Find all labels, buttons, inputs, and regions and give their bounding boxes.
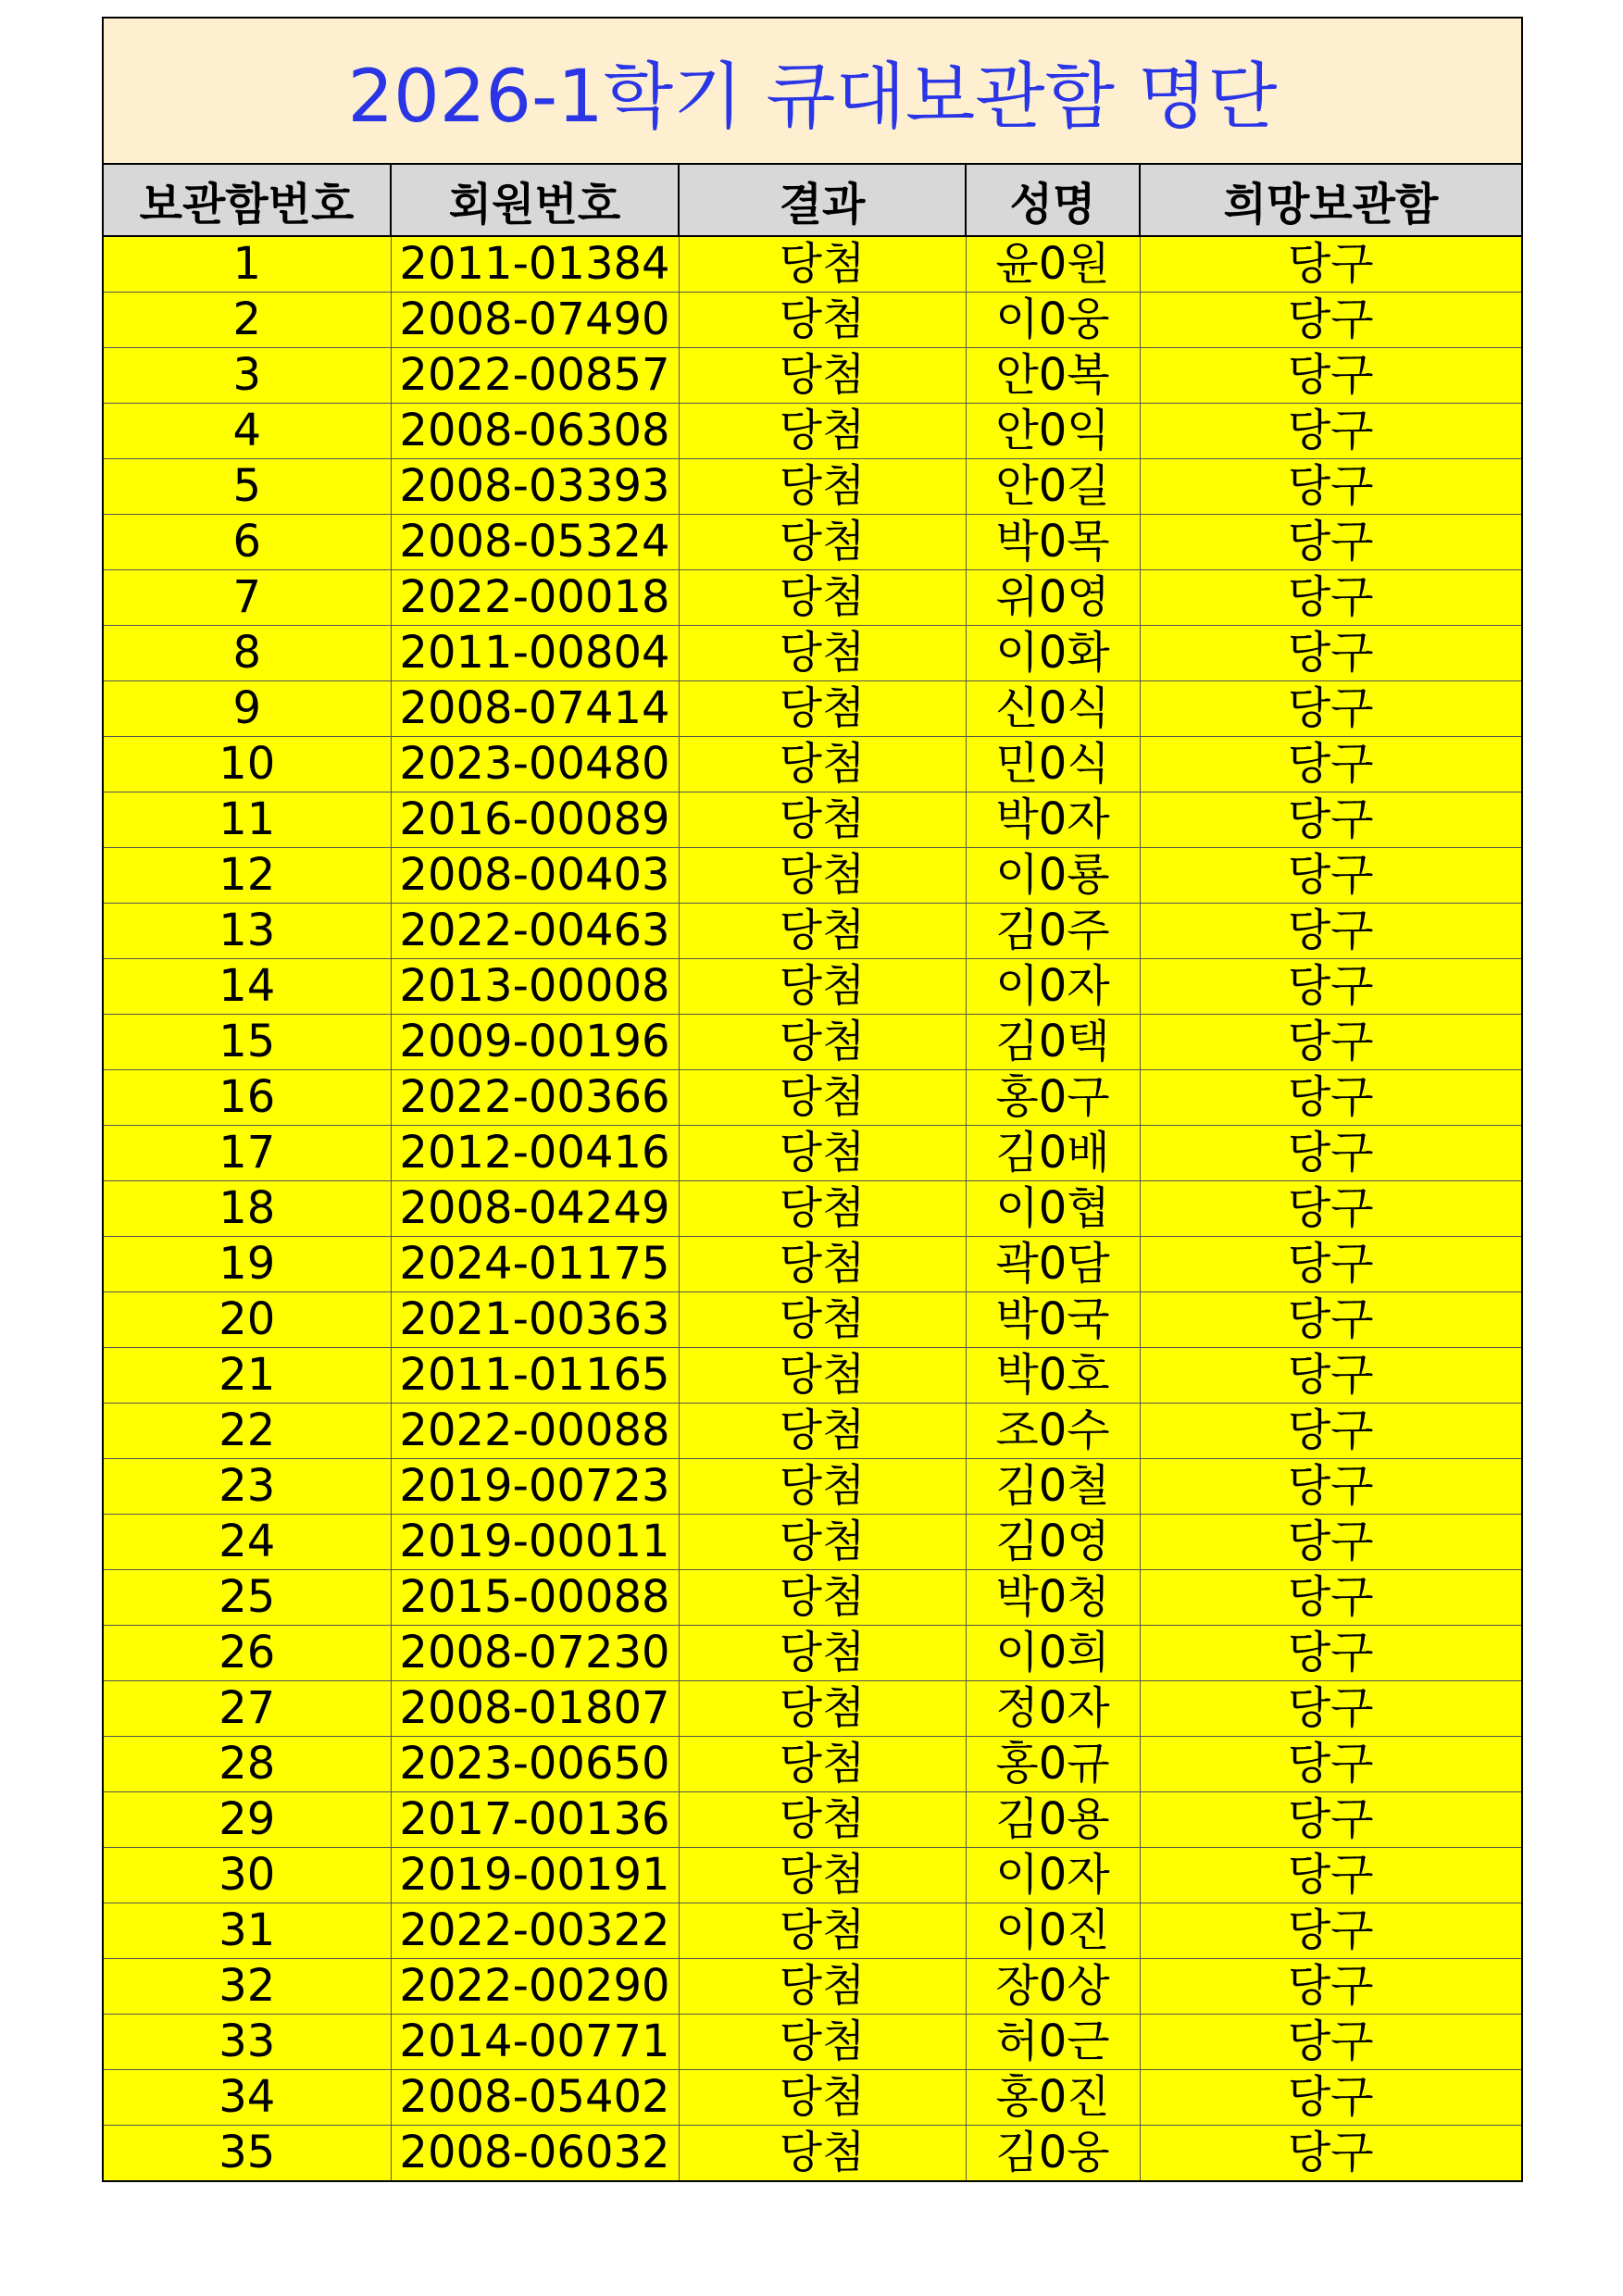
cell-member-number: 2016-00089 [391,792,679,848]
cell-desired-locker: 당구 [1140,2126,1521,2181]
cell-name: 김0용 [966,1792,1140,1848]
locker-list-sheet [102,17,1523,2182]
cell-locker-number: 26 [104,1626,391,1681]
cell-result: 당첨 [679,1348,966,1404]
cell-name: 조0수 [966,1404,1140,1459]
cell-locker-number: 20 [104,1292,391,1348]
cell-desired-locker: 당구 [1140,792,1521,848]
cell-locker-number: 11 [104,792,391,848]
table-row [104,792,1521,848]
cell-member-number: 2012-00416 [391,1126,679,1181]
cell-result: 당첨 [679,1292,966,1348]
table-row [104,404,1521,459]
cell-name: 곽0담 [966,1237,1140,1292]
cell-desired-locker: 당구 [1140,1181,1521,1237]
cell-locker-number: 31 [104,1903,391,1959]
cell-locker-number: 23 [104,1459,391,1515]
cell-locker-number: 9 [104,681,391,737]
cell-name: 박0목 [966,515,1140,570]
cell-name: 김0철 [966,1459,1140,1515]
cell-name: 홍0규 [966,1737,1140,1792]
cell-desired-locker: 당구 [1140,848,1521,904]
cell-desired-locker: 당구 [1140,904,1521,959]
cell-locker-number: 14 [104,959,391,1015]
table-row [104,1070,1521,1126]
cell-result: 당첨 [679,1515,966,1570]
cell-desired-locker: 당구 [1140,1792,1521,1848]
cell-locker-number: 5 [104,459,391,515]
cell-locker-number: 21 [104,1348,391,1404]
cell-name: 장0상 [966,1959,1140,2015]
cell-member-number: 2014-00771 [391,2015,679,2070]
table-row [104,2015,1521,2070]
cell-member-number: 2008-04249 [391,1181,679,1237]
cell-name: 이0협 [966,1181,1140,1237]
cell-name: 안0복 [966,348,1140,404]
cell-locker-number: 32 [104,1959,391,2015]
cell-name: 위0영 [966,570,1140,626]
table-row [104,1515,1521,1570]
cell-desired-locker: 당구 [1140,626,1521,681]
cell-result: 당첨 [679,904,966,959]
table-row [104,1459,1521,1515]
cell-member-number: 2019-00011 [391,1515,679,1570]
cell-name: 김0영 [966,1515,1140,1570]
cell-member-number: 2022-00366 [391,1070,679,1126]
cell-result: 당첨 [679,792,966,848]
cell-locker-number: 2 [104,293,391,348]
cell-name: 허0근 [966,2015,1140,2070]
cell-member-number: 2017-00136 [391,1792,679,1848]
table-row [104,2070,1521,2126]
cell-result: 당첨 [679,404,966,459]
table-row [104,1292,1521,1348]
document-title: 2026-1학기 큐대보관함 명단 [104,19,1521,165]
cell-desired-locker: 당구 [1140,1681,1521,1737]
cell-locker-number: 10 [104,737,391,792]
cell-name: 이0진 [966,1903,1140,1959]
cell-locker-number: 8 [104,626,391,681]
cell-locker-number: 19 [104,1237,391,1292]
locker-table [104,165,1521,2180]
cell-member-number: 2023-00650 [391,1737,679,1792]
cell-desired-locker: 당구 [1140,1126,1521,1181]
table-row [104,1570,1521,1626]
cell-locker-number: 25 [104,1570,391,1626]
cell-desired-locker: 당구 [1140,1292,1521,1348]
cell-name: 윤0원 [966,236,1140,293]
cell-name: 정0자 [966,1681,1140,1737]
cell-desired-locker: 당구 [1140,404,1521,459]
cell-member-number: 2008-00403 [391,848,679,904]
cell-member-number: 2022-00088 [391,1404,679,1459]
table-row [104,1015,1521,1070]
table-row [104,737,1521,792]
cell-result: 당첨 [679,737,966,792]
header-row [104,165,1521,236]
cell-name: 안0익 [966,404,1140,459]
table-row [104,681,1521,737]
cell-desired-locker: 당구 [1140,737,1521,792]
cell-desired-locker: 당구 [1140,459,1521,515]
cell-member-number: 2008-07414 [391,681,679,737]
cell-locker-number: 1 [104,236,391,293]
cell-name: 김0배 [966,1126,1140,1181]
cell-locker-number: 33 [104,2015,391,2070]
cell-desired-locker: 당구 [1140,959,1521,1015]
cell-desired-locker: 당구 [1140,348,1521,404]
table-row [104,348,1521,404]
cell-member-number: 2019-00723 [391,1459,679,1515]
cell-member-number: 2023-00480 [391,737,679,792]
cell-name: 이0웅 [966,293,1140,348]
cell-locker-number: 12 [104,848,391,904]
cell-name: 이0희 [966,1626,1140,1681]
cell-desired-locker: 당구 [1140,2015,1521,2070]
cell-result: 당첨 [679,2126,966,2181]
cell-locker-number: 16 [104,1070,391,1126]
cell-result: 당첨 [679,348,966,404]
table-row [104,1626,1521,1681]
table-row [104,1903,1521,1959]
cell-desired-locker: 당구 [1140,1237,1521,1292]
cell-member-number: 2011-01165 [391,1348,679,1404]
cell-member-number: 2024-01175 [391,1237,679,1292]
cell-locker-number: 17 [104,1126,391,1181]
cell-result: 당첨 [679,1459,966,1515]
cell-member-number: 2008-03393 [391,459,679,515]
cell-desired-locker: 당구 [1140,681,1521,737]
cell-name: 안0길 [966,459,1140,515]
cell-locker-number: 7 [104,570,391,626]
cell-locker-number: 6 [104,515,391,570]
cell-desired-locker: 당구 [1140,2070,1521,2126]
cell-result: 당첨 [679,626,966,681]
cell-result: 당첨 [679,1404,966,1459]
cell-member-number: 2011-01384 [391,236,679,293]
cell-locker-number: 30 [104,1848,391,1903]
table-row [104,1959,1521,2015]
table-row [104,236,1521,293]
cell-result: 당첨 [679,1737,966,1792]
cell-name: 신0식 [966,681,1140,737]
cell-name: 김0웅 [966,2126,1140,2181]
cell-result: 당첨 [679,1237,966,1292]
cell-member-number: 2022-00322 [391,1903,679,1959]
header-name: 성명 [966,165,1140,236]
cell-desired-locker: 당구 [1140,1348,1521,1404]
cell-member-number: 2022-00463 [391,904,679,959]
table-body [104,236,1521,2180]
cell-result: 당첨 [679,515,966,570]
cell-result: 당첨 [679,1903,966,1959]
cell-member-number: 2008-05324 [391,515,679,570]
cell-result: 당첨 [679,1181,966,1237]
cell-member-number: 2008-01807 [391,1681,679,1737]
cell-name: 박0국 [966,1292,1140,1348]
header-member-number: 회원번호 [391,165,679,236]
cell-member-number: 2008-06308 [391,404,679,459]
cell-result: 당첨 [679,1626,966,1681]
cell-member-number: 2009-00196 [391,1015,679,1070]
table-row [104,1348,1521,1404]
table-row [104,848,1521,904]
cell-name: 이0자 [966,1848,1140,1903]
cell-member-number: 2013-00008 [391,959,679,1015]
cell-member-number: 2022-00857 [391,348,679,404]
table-row [104,1681,1521,1737]
cell-result: 당첨 [679,1126,966,1181]
cell-locker-number: 34 [104,2070,391,2126]
cell-member-number: 2015-00088 [391,1570,679,1626]
table-row [104,515,1521,570]
cell-desired-locker: 당구 [1140,1570,1521,1626]
cell-result: 당첨 [679,2070,966,2126]
cell-locker-number: 24 [104,1515,391,1570]
table-row [104,570,1521,626]
cell-result: 당첨 [679,2015,966,2070]
table-row [104,1737,1521,1792]
cell-desired-locker: 당구 [1140,1070,1521,1126]
cell-result: 당첨 [679,1570,966,1626]
cell-locker-number: 22 [104,1404,391,1459]
table-row [104,2126,1521,2181]
table-row [104,293,1521,348]
cell-result: 당첨 [679,1848,966,1903]
table-row [104,1181,1521,1237]
table-row [104,1792,1521,1848]
cell-member-number: 2008-05402 [391,2070,679,2126]
cell-desired-locker: 당구 [1140,293,1521,348]
cell-member-number: 2008-06032 [391,2126,679,2181]
cell-locker-number: 15 [104,1015,391,1070]
cell-result: 당첨 [679,1959,966,2015]
table-row [104,904,1521,959]
cell-member-number: 2021-00363 [391,1292,679,1348]
cell-desired-locker: 당구 [1140,1015,1521,1070]
cell-member-number: 2011-00804 [391,626,679,681]
table-row [104,626,1521,681]
cell-locker-number: 18 [104,1181,391,1237]
cell-result: 당첨 [679,459,966,515]
cell-desired-locker: 당구 [1140,1903,1521,1959]
cell-result: 당첨 [679,681,966,737]
cell-desired-locker: 당구 [1140,1626,1521,1681]
cell-result: 당첨 [679,236,966,293]
cell-name: 민0식 [966,737,1140,792]
cell-result: 당첨 [679,1792,966,1848]
cell-name: 이0룡 [966,848,1140,904]
cell-locker-number: 27 [104,1681,391,1737]
cell-desired-locker: 당구 [1140,1404,1521,1459]
table-row [104,1237,1521,1292]
cell-name: 김0주 [966,904,1140,959]
cell-name: 이0자 [966,959,1140,1015]
cell-name: 박0호 [966,1348,1140,1404]
cell-locker-number: 28 [104,1737,391,1792]
cell-name: 이0화 [966,626,1140,681]
cell-result: 당첨 [679,1070,966,1126]
table-row [104,459,1521,515]
cell-member-number: 2019-00191 [391,1848,679,1903]
cell-result: 당첨 [679,848,966,904]
cell-result: 당첨 [679,1681,966,1737]
cell-name: 홍0진 [966,2070,1140,2126]
cell-member-number: 2008-07230 [391,1626,679,1681]
cell-locker-number: 13 [104,904,391,959]
cell-name: 박0청 [966,1570,1140,1626]
cell-result: 당첨 [679,570,966,626]
cell-name: 홍0구 [966,1070,1140,1126]
cell-locker-number: 4 [104,404,391,459]
cell-result: 당첨 [679,1015,966,1070]
table-row [104,1848,1521,1903]
header-result: 결과 [679,165,966,236]
header-desired-locker: 희망보관함 [1140,165,1521,236]
cell-member-number: 2008-07490 [391,293,679,348]
cell-desired-locker: 당구 [1140,515,1521,570]
cell-desired-locker: 당구 [1140,1459,1521,1515]
cell-member-number: 2022-00290 [391,1959,679,2015]
cell-locker-number: 29 [104,1792,391,1848]
cell-desired-locker: 당구 [1140,1959,1521,2015]
header-locker-number: 보관함번호 [104,165,391,236]
cell-desired-locker: 당구 [1140,236,1521,293]
cell-result: 당첨 [679,293,966,348]
cell-desired-locker: 당구 [1140,1848,1521,1903]
cell-desired-locker: 당구 [1140,570,1521,626]
cell-name: 박0자 [966,792,1140,848]
cell-desired-locker: 당구 [1140,1515,1521,1570]
cell-locker-number: 35 [104,2126,391,2181]
cell-locker-number: 3 [104,348,391,404]
cell-member-number: 2022-00018 [391,570,679,626]
cell-result: 당첨 [679,959,966,1015]
table-row [104,1126,1521,1181]
cell-name: 김0택 [966,1015,1140,1070]
table-row [104,959,1521,1015]
table-row [104,1404,1521,1459]
cell-desired-locker: 당구 [1140,1737,1521,1792]
